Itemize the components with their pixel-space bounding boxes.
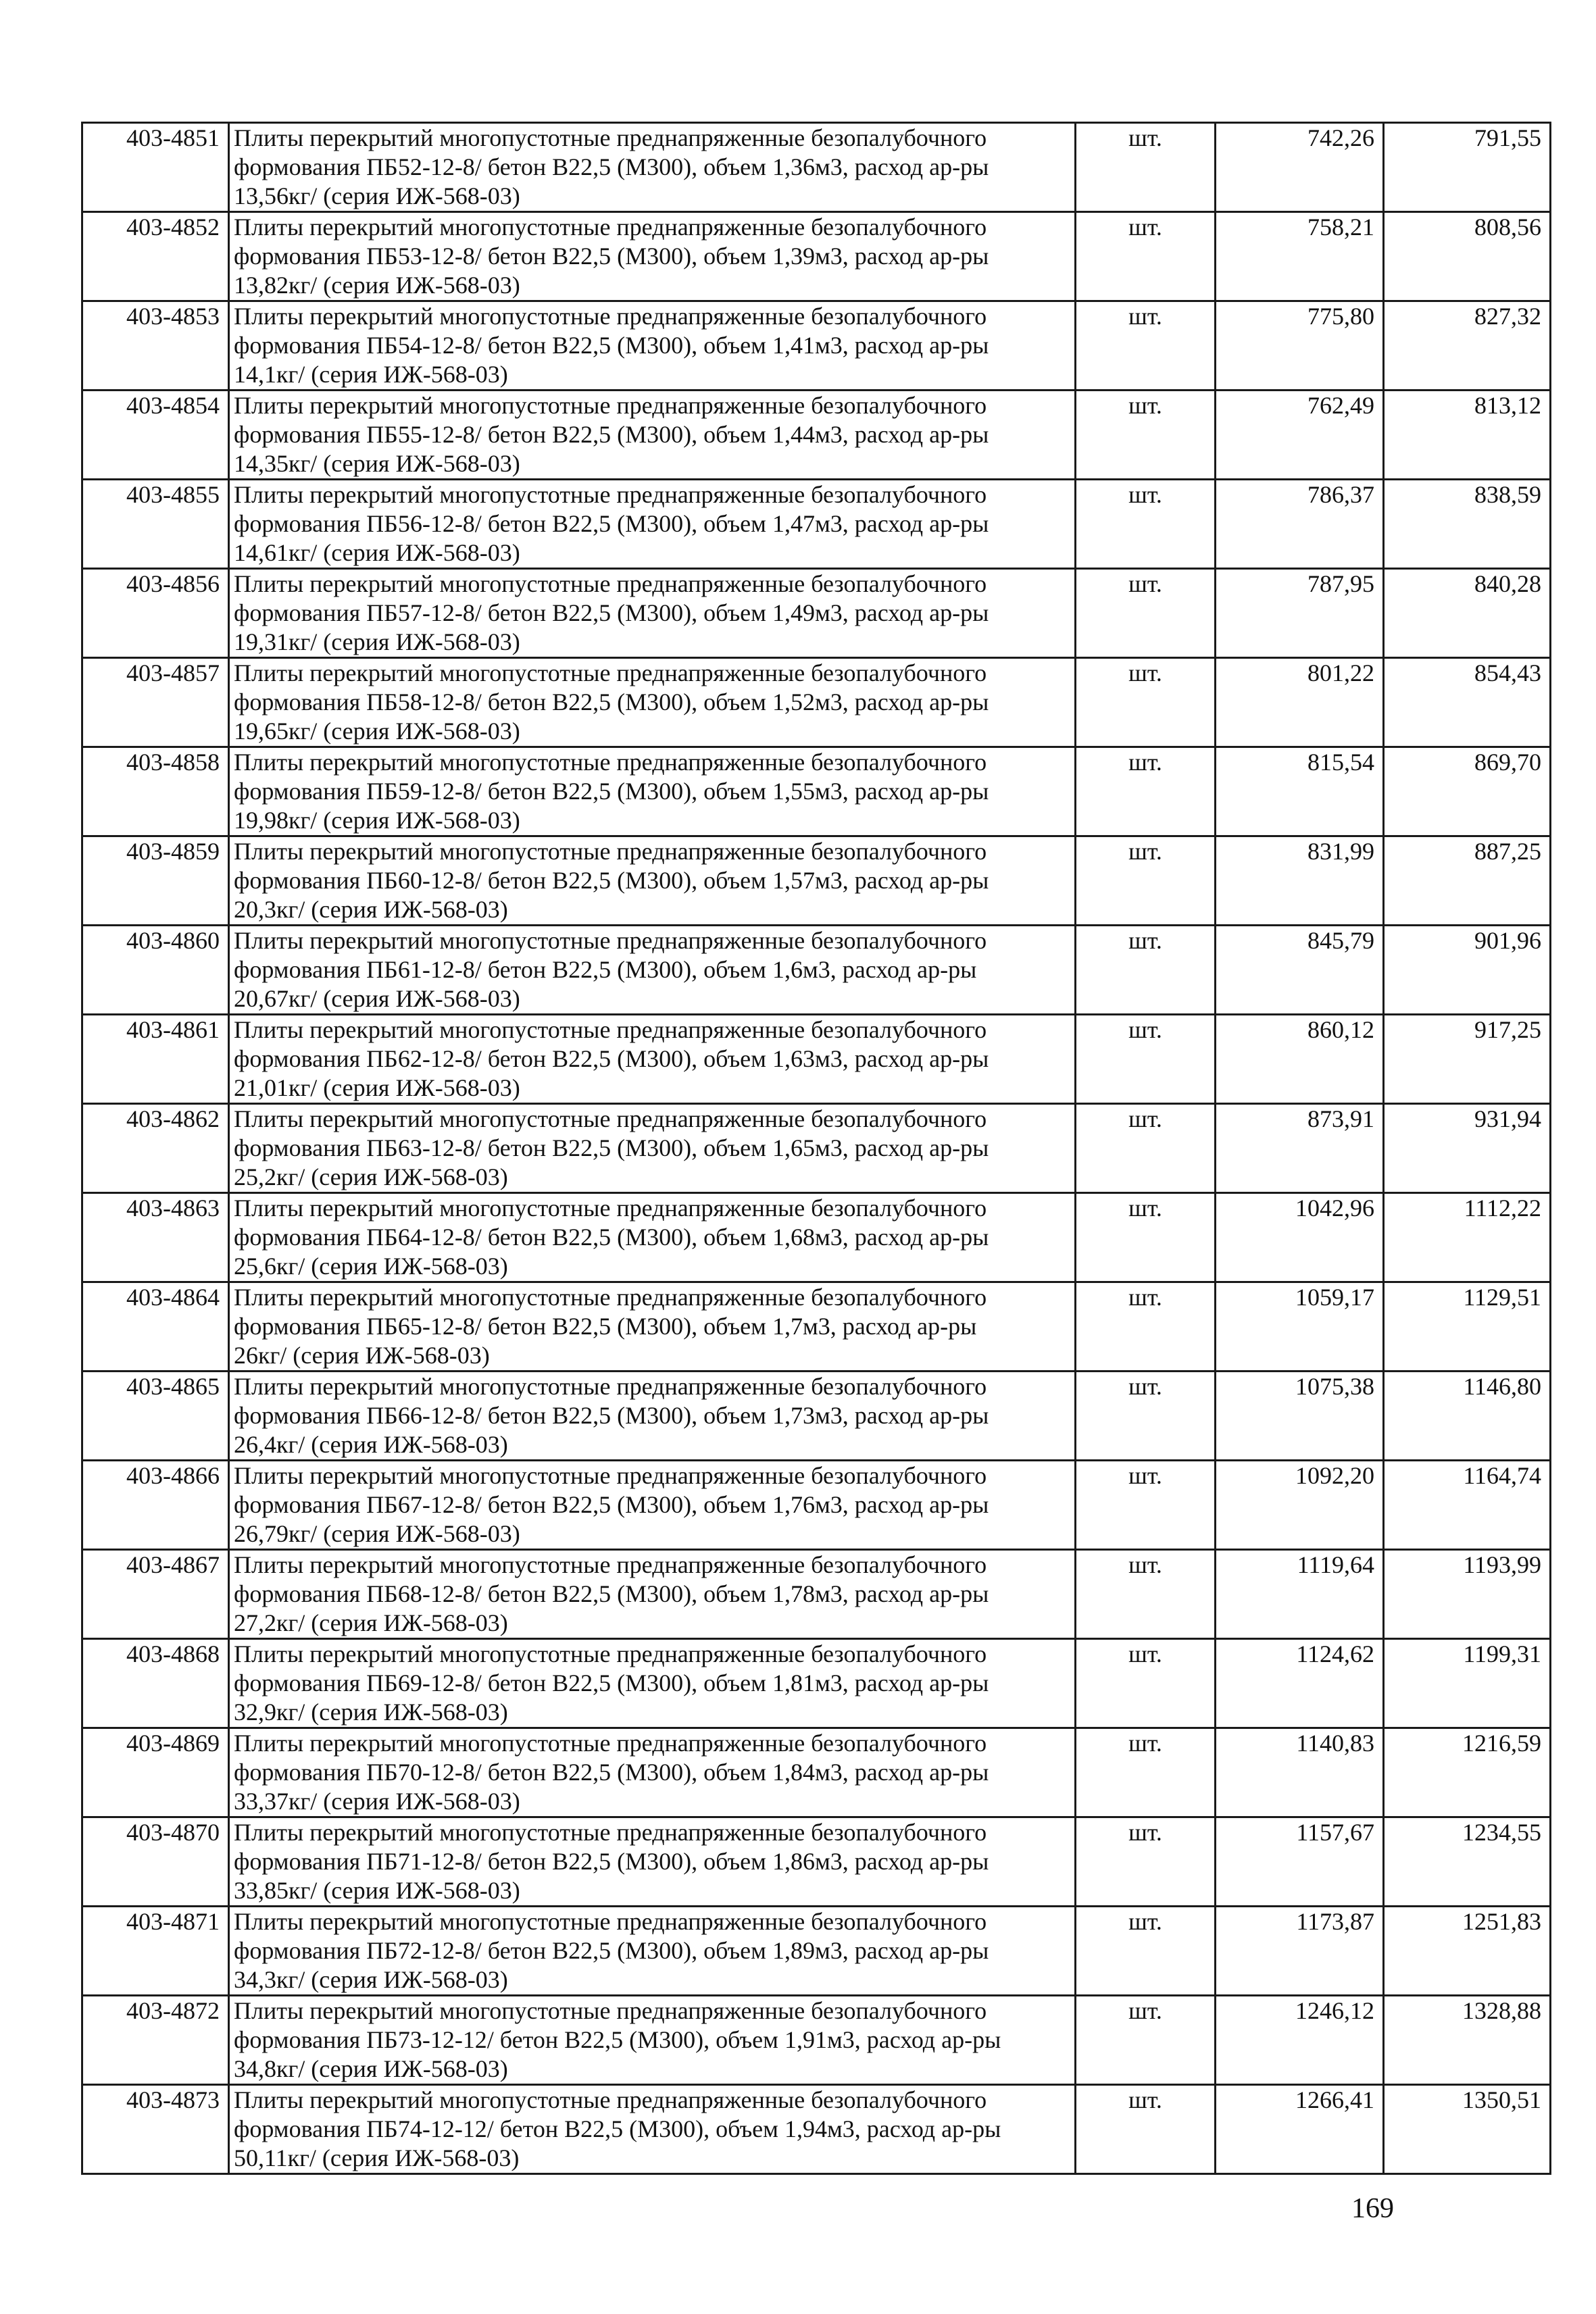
item-unit: шт. bbox=[1076, 391, 1216, 480]
description-line: 20,67кг/ (серия ИЖ-568-03) bbox=[234, 985, 520, 1012]
item-price-1: 742,26 bbox=[1216, 123, 1384, 212]
item-price-2: 1112,22 bbox=[1384, 1193, 1551, 1282]
item-code: 403-4864 bbox=[82, 1282, 229, 1372]
description-line: Плиты перекрытий многопустотные преднапряженные безопалубочного bbox=[234, 749, 987, 776]
price-table bbox=[81, 122, 1551, 2175]
item-price-1: 1140,83 bbox=[1216, 1728, 1384, 1817]
description-line: Плиты перекрытий многопустотные преднапряженные безопалубочного bbox=[234, 124, 987, 151]
item-price-1: 786,37 bbox=[1216, 480, 1384, 569]
item-description bbox=[229, 1996, 1076, 2085]
item-description bbox=[229, 1639, 1076, 1728]
item-description bbox=[229, 212, 1076, 301]
description-line: 13,82кг/ (серия ИЖ-568-03) bbox=[234, 272, 520, 299]
price-table-container bbox=[81, 122, 1541, 2175]
description-line: Плиты перекрытий многопустотные преднапряженные безопалубочного bbox=[234, 1819, 987, 1846]
item-unit: шт. bbox=[1076, 1817, 1216, 1907]
table-row bbox=[82, 1639, 1551, 1728]
item-code: 403-4859 bbox=[82, 836, 229, 926]
description-line: 20,3кг/ (серия ИЖ-568-03) bbox=[234, 896, 508, 923]
item-price-1: 845,79 bbox=[1216, 926, 1384, 1015]
item-code: 403-4855 bbox=[82, 480, 229, 569]
item-unit: шт. bbox=[1076, 301, 1216, 391]
item-code: 403-4863 bbox=[82, 1193, 229, 1282]
description-line: Плиты перекрытий многопустотные преднапряженные безопалубочного bbox=[234, 1373, 987, 1400]
item-price-2: 1328,88 bbox=[1384, 1996, 1551, 2085]
item-code: 403-4860 bbox=[82, 926, 229, 1015]
description-line: формования ПБ65-12-8/ бетон В22,5 (М300), объем 1,7м3, расход ар-ры bbox=[234, 1313, 977, 1340]
description-line: 19,98кг/ (серия ИЖ-568-03) bbox=[234, 807, 520, 834]
item-description bbox=[229, 2085, 1076, 2174]
description-line: 26кг/ (серия ИЖ-568-03) bbox=[234, 1342, 490, 1369]
item-description bbox=[229, 1728, 1076, 1817]
description-line: Плиты перекрытий многопустотные преднапряженные безопалубочного bbox=[234, 1105, 987, 1132]
item-unit: шт. bbox=[1076, 1193, 1216, 1282]
item-code: 403-4851 bbox=[82, 123, 229, 212]
item-code: 403-4867 bbox=[82, 1550, 229, 1639]
item-unit: шт. bbox=[1076, 658, 1216, 747]
item-code: 403-4871 bbox=[82, 1907, 229, 1996]
item-price-2: 1129,51 bbox=[1384, 1282, 1551, 1372]
item-price-1: 762,49 bbox=[1216, 391, 1384, 480]
item-code: 403-4869 bbox=[82, 1728, 229, 1817]
description-line: 32,9кг/ (серия ИЖ-568-03) bbox=[234, 1699, 508, 1726]
item-price-1: 775,80 bbox=[1216, 301, 1384, 391]
description-line: формования ПБ69-12-8/ бетон В22,5 (М300), объем 1,81м3, расход ар-ры bbox=[234, 1669, 989, 1696]
table-row bbox=[82, 1728, 1551, 1817]
item-price-1: 1246,12 bbox=[1216, 1996, 1384, 2085]
table-row bbox=[82, 1461, 1551, 1550]
item-description bbox=[229, 569, 1076, 658]
description-line: 34,3кг/ (серия ИЖ-568-03) bbox=[234, 1966, 508, 1993]
item-code: 403-4857 bbox=[82, 658, 229, 747]
item-price-1: 1042,96 bbox=[1216, 1193, 1384, 1282]
table-row bbox=[82, 926, 1551, 1015]
table-row bbox=[82, 1282, 1551, 1372]
item-unit: шт. bbox=[1076, 926, 1216, 1015]
item-description bbox=[229, 123, 1076, 212]
description-line: 25,6кг/ (серия ИЖ-568-03) bbox=[234, 1253, 508, 1280]
item-description bbox=[229, 1104, 1076, 1193]
item-price-2: 791,55 bbox=[1384, 123, 1551, 212]
item-description bbox=[229, 747, 1076, 836]
item-unit: шт. bbox=[1076, 1372, 1216, 1461]
item-unit: шт. bbox=[1076, 1550, 1216, 1639]
item-description bbox=[229, 480, 1076, 569]
table-row bbox=[82, 1372, 1551, 1461]
item-price-1: 815,54 bbox=[1216, 747, 1384, 836]
description-line: 14,1кг/ (серия ИЖ-568-03) bbox=[234, 361, 508, 388]
item-description bbox=[229, 1015, 1076, 1104]
table-row bbox=[82, 1550, 1551, 1639]
item-price-2: 1199,31 bbox=[1384, 1639, 1551, 1728]
item-price-2: 1216,59 bbox=[1384, 1728, 1551, 1817]
description-line: формования ПБ57-12-8/ бетон В22,5 (М300), объем 1,49м3, расход ар-ры bbox=[234, 599, 989, 626]
item-price-2: 887,25 bbox=[1384, 836, 1551, 926]
description-line: 33,37кг/ (серия ИЖ-568-03) bbox=[234, 1788, 520, 1815]
table-row bbox=[82, 1996, 1551, 2085]
item-code: 403-4866 bbox=[82, 1461, 229, 1550]
description-line: формования ПБ72-12-8/ бетон В22,5 (М300), объем 1,89м3, расход ар-ры bbox=[234, 1937, 989, 1964]
table-row bbox=[82, 1907, 1551, 1996]
description-line: Плиты перекрытий многопустотные преднапряженные безопалубочного bbox=[234, 1640, 987, 1667]
description-line: формования ПБ73-12-12/ бетон В22,5 (М300), объем 1,91м3, расход ар-ры bbox=[234, 2026, 1001, 2053]
description-line: формования ПБ71-12-8/ бетон В22,5 (М300), объем 1,86м3, расход ар-ры bbox=[234, 1848, 989, 1875]
item-price-2: 1350,51 bbox=[1384, 2085, 1551, 2174]
description-line: формования ПБ54-12-8/ бетон В22,5 (М300), объем 1,41м3, расход ар-ры bbox=[234, 332, 989, 359]
description-line: Плиты перекрытий многопустотные преднапряженные безопалубочного bbox=[234, 927, 987, 954]
description-line: Плиты перекрытий многопустотные преднапряженные безопалубочного bbox=[234, 392, 987, 419]
description-line: Плиты перекрытий многопустотные преднапряженные безопалубочного bbox=[234, 481, 987, 508]
description-line: формования ПБ62-12-8/ бетон В22,5 (М300), объем 1,63м3, расход ар-ры bbox=[234, 1045, 989, 1072]
description-line: формования ПБ61-12-8/ бетон В22,5 (М300), объем 1,6м3, расход ар-ры bbox=[234, 956, 977, 983]
item-unit: шт. bbox=[1076, 1728, 1216, 1817]
description-line: 19,65кг/ (серия ИЖ-568-03) bbox=[234, 718, 520, 745]
description-line: Плиты перекрытий многопустотные преднапряженные безопалубочного bbox=[234, 1997, 987, 2024]
item-unit: шт. bbox=[1076, 1907, 1216, 1996]
item-code: 403-4852 bbox=[82, 212, 229, 301]
item-unit: шт. bbox=[1076, 212, 1216, 301]
description-line: 34,8кг/ (серия ИЖ-568-03) bbox=[234, 2055, 508, 2082]
item-code: 403-4853 bbox=[82, 301, 229, 391]
item-code: 403-4856 bbox=[82, 569, 229, 658]
item-price-2: 808,56 bbox=[1384, 212, 1551, 301]
table-row bbox=[82, 1193, 1551, 1282]
description-line: Плиты перекрытий многопустотные преднапряженные безопалубочного bbox=[234, 1284, 987, 1311]
item-price-2: 827,32 bbox=[1384, 301, 1551, 391]
item-price-2: 1251,83 bbox=[1384, 1907, 1551, 1996]
item-description bbox=[229, 1282, 1076, 1372]
item-price-1: 758,21 bbox=[1216, 212, 1384, 301]
item-code: 403-4873 bbox=[82, 2085, 229, 2174]
description-line: 21,01кг/ (серия ИЖ-568-03) bbox=[234, 1074, 520, 1101]
description-line: Плиты перекрытий многопустотные преднапряженные безопалубочного bbox=[234, 213, 987, 241]
item-unit: шт. bbox=[1076, 123, 1216, 212]
item-price-2: 854,43 bbox=[1384, 658, 1551, 747]
item-description bbox=[229, 1550, 1076, 1639]
description-line: формования ПБ67-12-8/ бетон В22,5 (М300), объем 1,76м3, расход ар-ры bbox=[234, 1491, 989, 1518]
table-row bbox=[82, 391, 1551, 480]
item-unit: шт. bbox=[1076, 480, 1216, 569]
item-unit: шт. bbox=[1076, 836, 1216, 926]
description-line: 27,2кг/ (серия ИЖ-568-03) bbox=[234, 1609, 508, 1636]
description-line: формования ПБ58-12-8/ бетон В22,5 (М300), объем 1,52м3, расход ар-ры bbox=[234, 688, 989, 715]
description-line: Плиты перекрытий многопустотные преднапряженные безопалубочного bbox=[234, 1194, 987, 1222]
item-price-2: 869,70 bbox=[1384, 747, 1551, 836]
description-line: формования ПБ70-12-8/ бетон В22,5 (М300), объем 1,84м3, расход ар-ры bbox=[234, 1759, 989, 1786]
description-line: Плиты перекрытий многопустотные преднапряженные безопалубочного bbox=[234, 1016, 987, 1043]
table-row bbox=[82, 747, 1551, 836]
item-price-1: 1157,67 bbox=[1216, 1817, 1384, 1907]
item-description bbox=[229, 1372, 1076, 1461]
item-description bbox=[229, 658, 1076, 747]
item-unit: шт. bbox=[1076, 1104, 1216, 1193]
description-line: 13,56кг/ (серия ИЖ-568-03) bbox=[234, 182, 520, 209]
description-line: формования ПБ66-12-8/ бетон В22,5 (М300), объем 1,73м3, расход ар-ры bbox=[234, 1402, 989, 1429]
item-price-2: 901,96 bbox=[1384, 926, 1551, 1015]
description-line: формования ПБ53-12-8/ бетон В22,5 (М300), объем 1,39м3, расход ар-ры bbox=[234, 243, 989, 270]
item-price-1: 1119,64 bbox=[1216, 1550, 1384, 1639]
table-row bbox=[82, 1817, 1551, 1907]
description-line: 19,31кг/ (серия ИЖ-568-03) bbox=[234, 628, 520, 655]
description-line: формования ПБ64-12-8/ бетон В22,5 (М300), объем 1,68м3, расход ар-ры bbox=[234, 1224, 989, 1251]
item-price-1: 787,95 bbox=[1216, 569, 1384, 658]
item-unit: шт. bbox=[1076, 2085, 1216, 2174]
description-line: формования ПБ55-12-8/ бетон В22,5 (М300), объем 1,44м3, расход ар-ры bbox=[234, 421, 989, 448]
item-price-2: 931,94 bbox=[1384, 1104, 1551, 1193]
item-price-2: 1193,99 bbox=[1384, 1550, 1551, 1639]
description-line: Плиты перекрытий многопустотные преднапряженные безопалубочного bbox=[234, 1908, 987, 1935]
item-description bbox=[229, 1907, 1076, 1996]
table-row bbox=[82, 836, 1551, 926]
description-line: Плиты перекрытий многопустотные преднапряженные безопалубочного bbox=[234, 1462, 987, 1489]
item-price-2: 917,25 bbox=[1384, 1015, 1551, 1104]
item-code: 403-4870 bbox=[82, 1817, 229, 1907]
description-line: Плиты перекрытий многопустотные преднапряженные безопалубочного bbox=[234, 1730, 987, 1757]
item-unit: шт. bbox=[1076, 1015, 1216, 1104]
description-line: 25,2кг/ (серия ИЖ-568-03) bbox=[234, 1163, 508, 1190]
item-unit: шт. bbox=[1076, 1639, 1216, 1728]
item-price-1: 1173,87 bbox=[1216, 1907, 1384, 1996]
item-price-2: 838,59 bbox=[1384, 480, 1551, 569]
page-number: 169 bbox=[1351, 2193, 1394, 2224]
table-row bbox=[82, 1104, 1551, 1193]
item-price-1: 1059,17 bbox=[1216, 1282, 1384, 1372]
description-line: Плиты перекрытий многопустотные преднапряженные безопалубочного bbox=[234, 303, 987, 330]
table-row bbox=[82, 2085, 1551, 2174]
item-code: 403-4858 bbox=[82, 747, 229, 836]
item-price-2: 813,12 bbox=[1384, 391, 1551, 480]
item-description bbox=[229, 1461, 1076, 1550]
item-unit: шт. bbox=[1076, 1461, 1216, 1550]
description-line: 33,85кг/ (серия ИЖ-568-03) bbox=[234, 1877, 520, 1904]
item-price-1: 1266,41 bbox=[1216, 2085, 1384, 2174]
item-code: 403-4854 bbox=[82, 391, 229, 480]
description-line: формования ПБ56-12-8/ бетон В22,5 (М300), объем 1,47м3, расход ар-ры bbox=[234, 510, 989, 537]
description-line: 50,11кг/ (серия ИЖ-568-03) bbox=[234, 2144, 520, 2171]
table-row bbox=[82, 123, 1551, 212]
item-code: 403-4872 bbox=[82, 1996, 229, 2085]
item-unit: шт. bbox=[1076, 1996, 1216, 2085]
description-line: формования ПБ74-12-12/ бетон В22,5 (М300), объем 1,94м3, расход ар-ры bbox=[234, 2115, 1001, 2142]
item-price-2: 840,28 bbox=[1384, 569, 1551, 658]
description-line: формования ПБ60-12-8/ бетон В22,5 (М300), объем 1,57м3, расход ар-ры bbox=[234, 867, 989, 894]
item-price-1: 873,91 bbox=[1216, 1104, 1384, 1193]
item-price-1: 801,22 bbox=[1216, 658, 1384, 747]
table-row bbox=[82, 301, 1551, 391]
description-line: Плиты перекрытий многопустотные преднапряженные безопалубочного bbox=[234, 1551, 987, 1578]
item-description bbox=[229, 1193, 1076, 1282]
table-row bbox=[82, 1015, 1551, 1104]
price-table-body bbox=[82, 123, 1551, 2174]
item-code: 403-4865 bbox=[82, 1372, 229, 1461]
description-line: формования ПБ59-12-8/ бетон В22,5 (М300), объем 1,55м3, расход ар-ры bbox=[234, 778, 989, 805]
item-price-1: 860,12 bbox=[1216, 1015, 1384, 1104]
item-unit: шт. bbox=[1076, 569, 1216, 658]
description-line: Плиты перекрытий многопустотные преднапряженные безопалубочного bbox=[234, 570, 987, 597]
description-line: 14,35кг/ (серия ИЖ-568-03) bbox=[234, 450, 520, 477]
item-price-1: 831,99 bbox=[1216, 836, 1384, 926]
item-code: 403-4862 bbox=[82, 1104, 229, 1193]
item-price-1: 1092,20 bbox=[1216, 1461, 1384, 1550]
item-price-2: 1146,80 bbox=[1384, 1372, 1551, 1461]
item-price-1: 1124,62 bbox=[1216, 1639, 1384, 1728]
description-line: Плиты перекрытий многопустотные преднапряженные безопалубочного bbox=[234, 659, 987, 686]
description-line: 26,79кг/ (серия ИЖ-568-03) bbox=[234, 1520, 520, 1547]
table-row bbox=[82, 212, 1551, 301]
description-line: 26,4кг/ (серия ИЖ-568-03) bbox=[234, 1431, 508, 1458]
item-price-2: 1234,55 bbox=[1384, 1817, 1551, 1907]
item-code: 403-4861 bbox=[82, 1015, 229, 1104]
item-description bbox=[229, 1817, 1076, 1907]
table-row bbox=[82, 480, 1551, 569]
table-row bbox=[82, 658, 1551, 747]
description-line: Плиты перекрытий многопустотные преднапряженные безопалубочного bbox=[234, 2086, 987, 2113]
item-description bbox=[229, 391, 1076, 480]
item-price-2: 1164,74 bbox=[1384, 1461, 1551, 1550]
description-line: формования ПБ52-12-8/ бетон В22,5 (М300), объем 1,36м3, расход ар-ры bbox=[234, 153, 989, 180]
description-line: формования ПБ68-12-8/ бетон В22,5 (М300), объем 1,78м3, расход ар-ры bbox=[234, 1580, 989, 1607]
item-code: 403-4868 bbox=[82, 1639, 229, 1728]
item-unit: шт. bbox=[1076, 1282, 1216, 1372]
description-line: 14,61кг/ (серия ИЖ-568-03) bbox=[234, 539, 520, 566]
table-row bbox=[82, 569, 1551, 658]
item-price-1: 1075,38 bbox=[1216, 1372, 1384, 1461]
item-description bbox=[229, 836, 1076, 926]
item-description bbox=[229, 926, 1076, 1015]
description-line: формования ПБ63-12-8/ бетон В22,5 (М300), объем 1,65м3, расход ар-ры bbox=[234, 1134, 989, 1161]
description-line: Плиты перекрытий многопустотные преднапряженные безопалубочного bbox=[234, 838, 987, 865]
item-description bbox=[229, 301, 1076, 391]
item-unit: шт. bbox=[1076, 747, 1216, 836]
